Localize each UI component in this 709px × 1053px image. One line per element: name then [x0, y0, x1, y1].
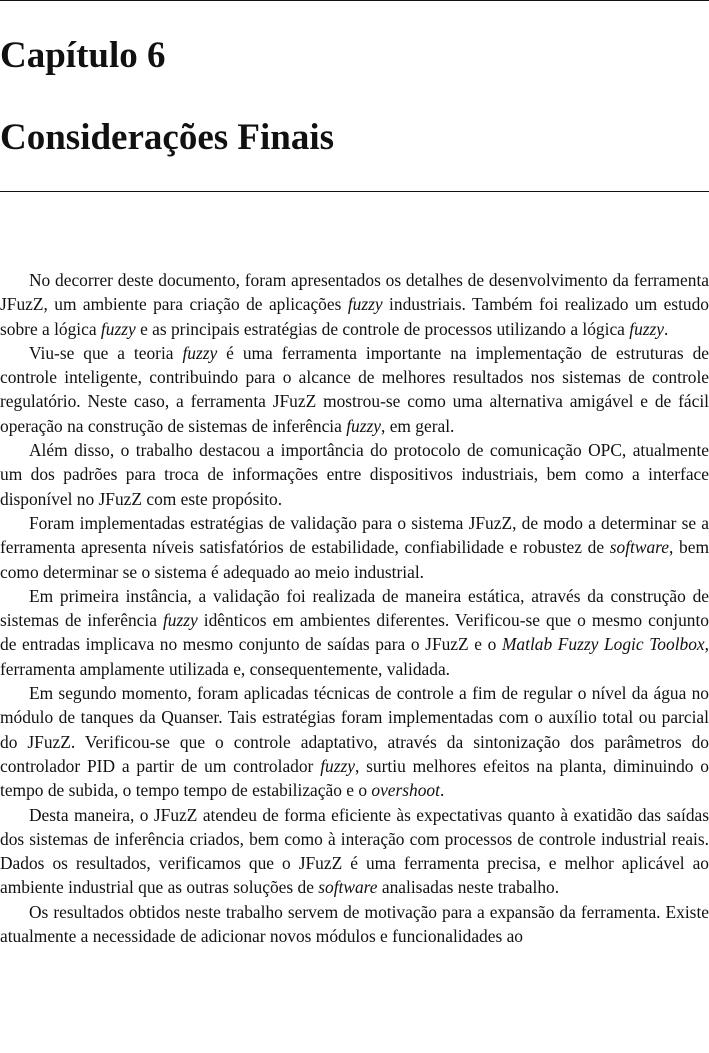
text-run: , bem como determinar se o sistema é adequado ao meio industrial. — [0, 537, 709, 582]
italic-term: fuzzy — [346, 415, 381, 436]
italic-term: fuzzy — [182, 342, 218, 363]
text-run: é uma ferramenta importante na implementação de estruturas de controle inteligente, contribuindo para o alcance de melhores resultados nos sistemas de controle regulatório. Neste caso, a ferramenta JFuzZ mostrou-se como uma alternativa amigável e de fácil operação na construção de sistemas de inferência — [0, 342, 709, 436]
text-run: Viu-se que a teoria — [29, 342, 183, 363]
body-paragraph — [0, 511, 709, 584]
body-paragraph — [0, 803, 709, 900]
body-paragraph — [0, 438, 709, 511]
body-paragraph — [0, 681, 709, 802]
text-run: . — [664, 318, 669, 339]
text-run: Em primeira instância, a validação foi realizada de maneira estática, através da construção de sistemas de inferência — [0, 585, 709, 631]
italic-term: software — [609, 537, 670, 558]
italic-term: fuzzy — [162, 610, 198, 631]
body-paragraph — [0, 341, 709, 438]
text-run: analisadas neste trabalho. — [377, 877, 560, 898]
chapter-title: Considerações Finais — [0, 117, 335, 158]
text-run: Desta maneira, o JFuzZ atendeu de forma eficiente às expectativas quanto à exatidão das saídas dos sistemas de inferência criados, bem como à interação com processos de controle industrial reais. Dados os resultados, verificamos que o JFuzZ é uma ferramenta precisa, e melhor aplicável ao ambiente industrial que as outras soluções de — [0, 804, 709, 898]
text-run: , surtiu melhores efeitos na planta, diminuindo o tempo de subida, o tempo tempo de estabilização e o — [0, 755, 709, 801]
italic-term: overshoot — [371, 780, 440, 801]
italic-term: software — [318, 877, 378, 898]
top-rule — [0, 0, 709, 1]
text-run: e as principais estratégias de controle de processos utilizando a lógica — [135, 318, 630, 339]
header-rule — [0, 191, 709, 192]
italic-term: fuzzy — [100, 318, 136, 339]
chapter-number: Capítulo 6 — [0, 35, 166, 76]
italic-term: fuzzy — [320, 755, 355, 776]
text-run: , em geral. — [381, 415, 455, 436]
text-run: idênticos em ambientes diferentes. Verificou-se que o mesmo conjunto de entradas implicava no mesmo conjunto de saídas para o JFuzZ e o — [0, 610, 709, 655]
body-paragraph — [0, 268, 709, 341]
text-run: Foram implementadas estratégias de validação para o sistema JFuzZ, de modo a determinar se a ferramenta apresenta níveis satisfatórios de estabilidade, confiabilidade e robustez de — [0, 512, 709, 558]
italic-term: Matlab Fuzzy Logic Toolbox — [501, 634, 705, 655]
body-paragraph — [0, 584, 709, 681]
italic-term: fuzzy — [347, 294, 383, 315]
chapter-body — [0, 268, 709, 948]
text-run: No decorrer deste documento, foram apresentados os detalhes de desenvolvimento da ferramenta JFuzZ, um ambiente para criação de aplicações — [0, 270, 709, 315]
text-run: Os resultados obtidos neste trabalho servem de motivação para a expansão da ferramenta. Existe atualmente a necessidade de adicionar novos módulos e funcionalidades ao — [0, 901, 709, 947]
text-run: , ferramenta amplamente utilizada e, consequentemente, validada. — [0, 634, 709, 679]
text-run: Além disso, o trabalho destacou a importância do protocolo de comunicação OPC, atualmente um dos padrões para troca de informações entre dispositivos industriais, bem como a interface disponível no JFuzZ com este propósito. — [0, 440, 709, 509]
italic-term: fuzzy — [629, 318, 665, 339]
body-paragraph — [0, 900, 709, 949]
text-run: industriais. Também foi realizado um estudo sobre a lógica — [0, 294, 709, 339]
text-run: . — [439, 780, 445, 801]
text-run: Em segundo momento, foram aplicadas técnicas de controle a fim de regular o nível da água no módulo de tanques da Quanser. Tais estratégias foram implementadas com o auxílio total ou parcial do JFuzZ. Verificou-se que o controle adaptativo, através da sintonização dos parâmetros do controlador PID a partir de um controlador — [0, 683, 709, 776]
